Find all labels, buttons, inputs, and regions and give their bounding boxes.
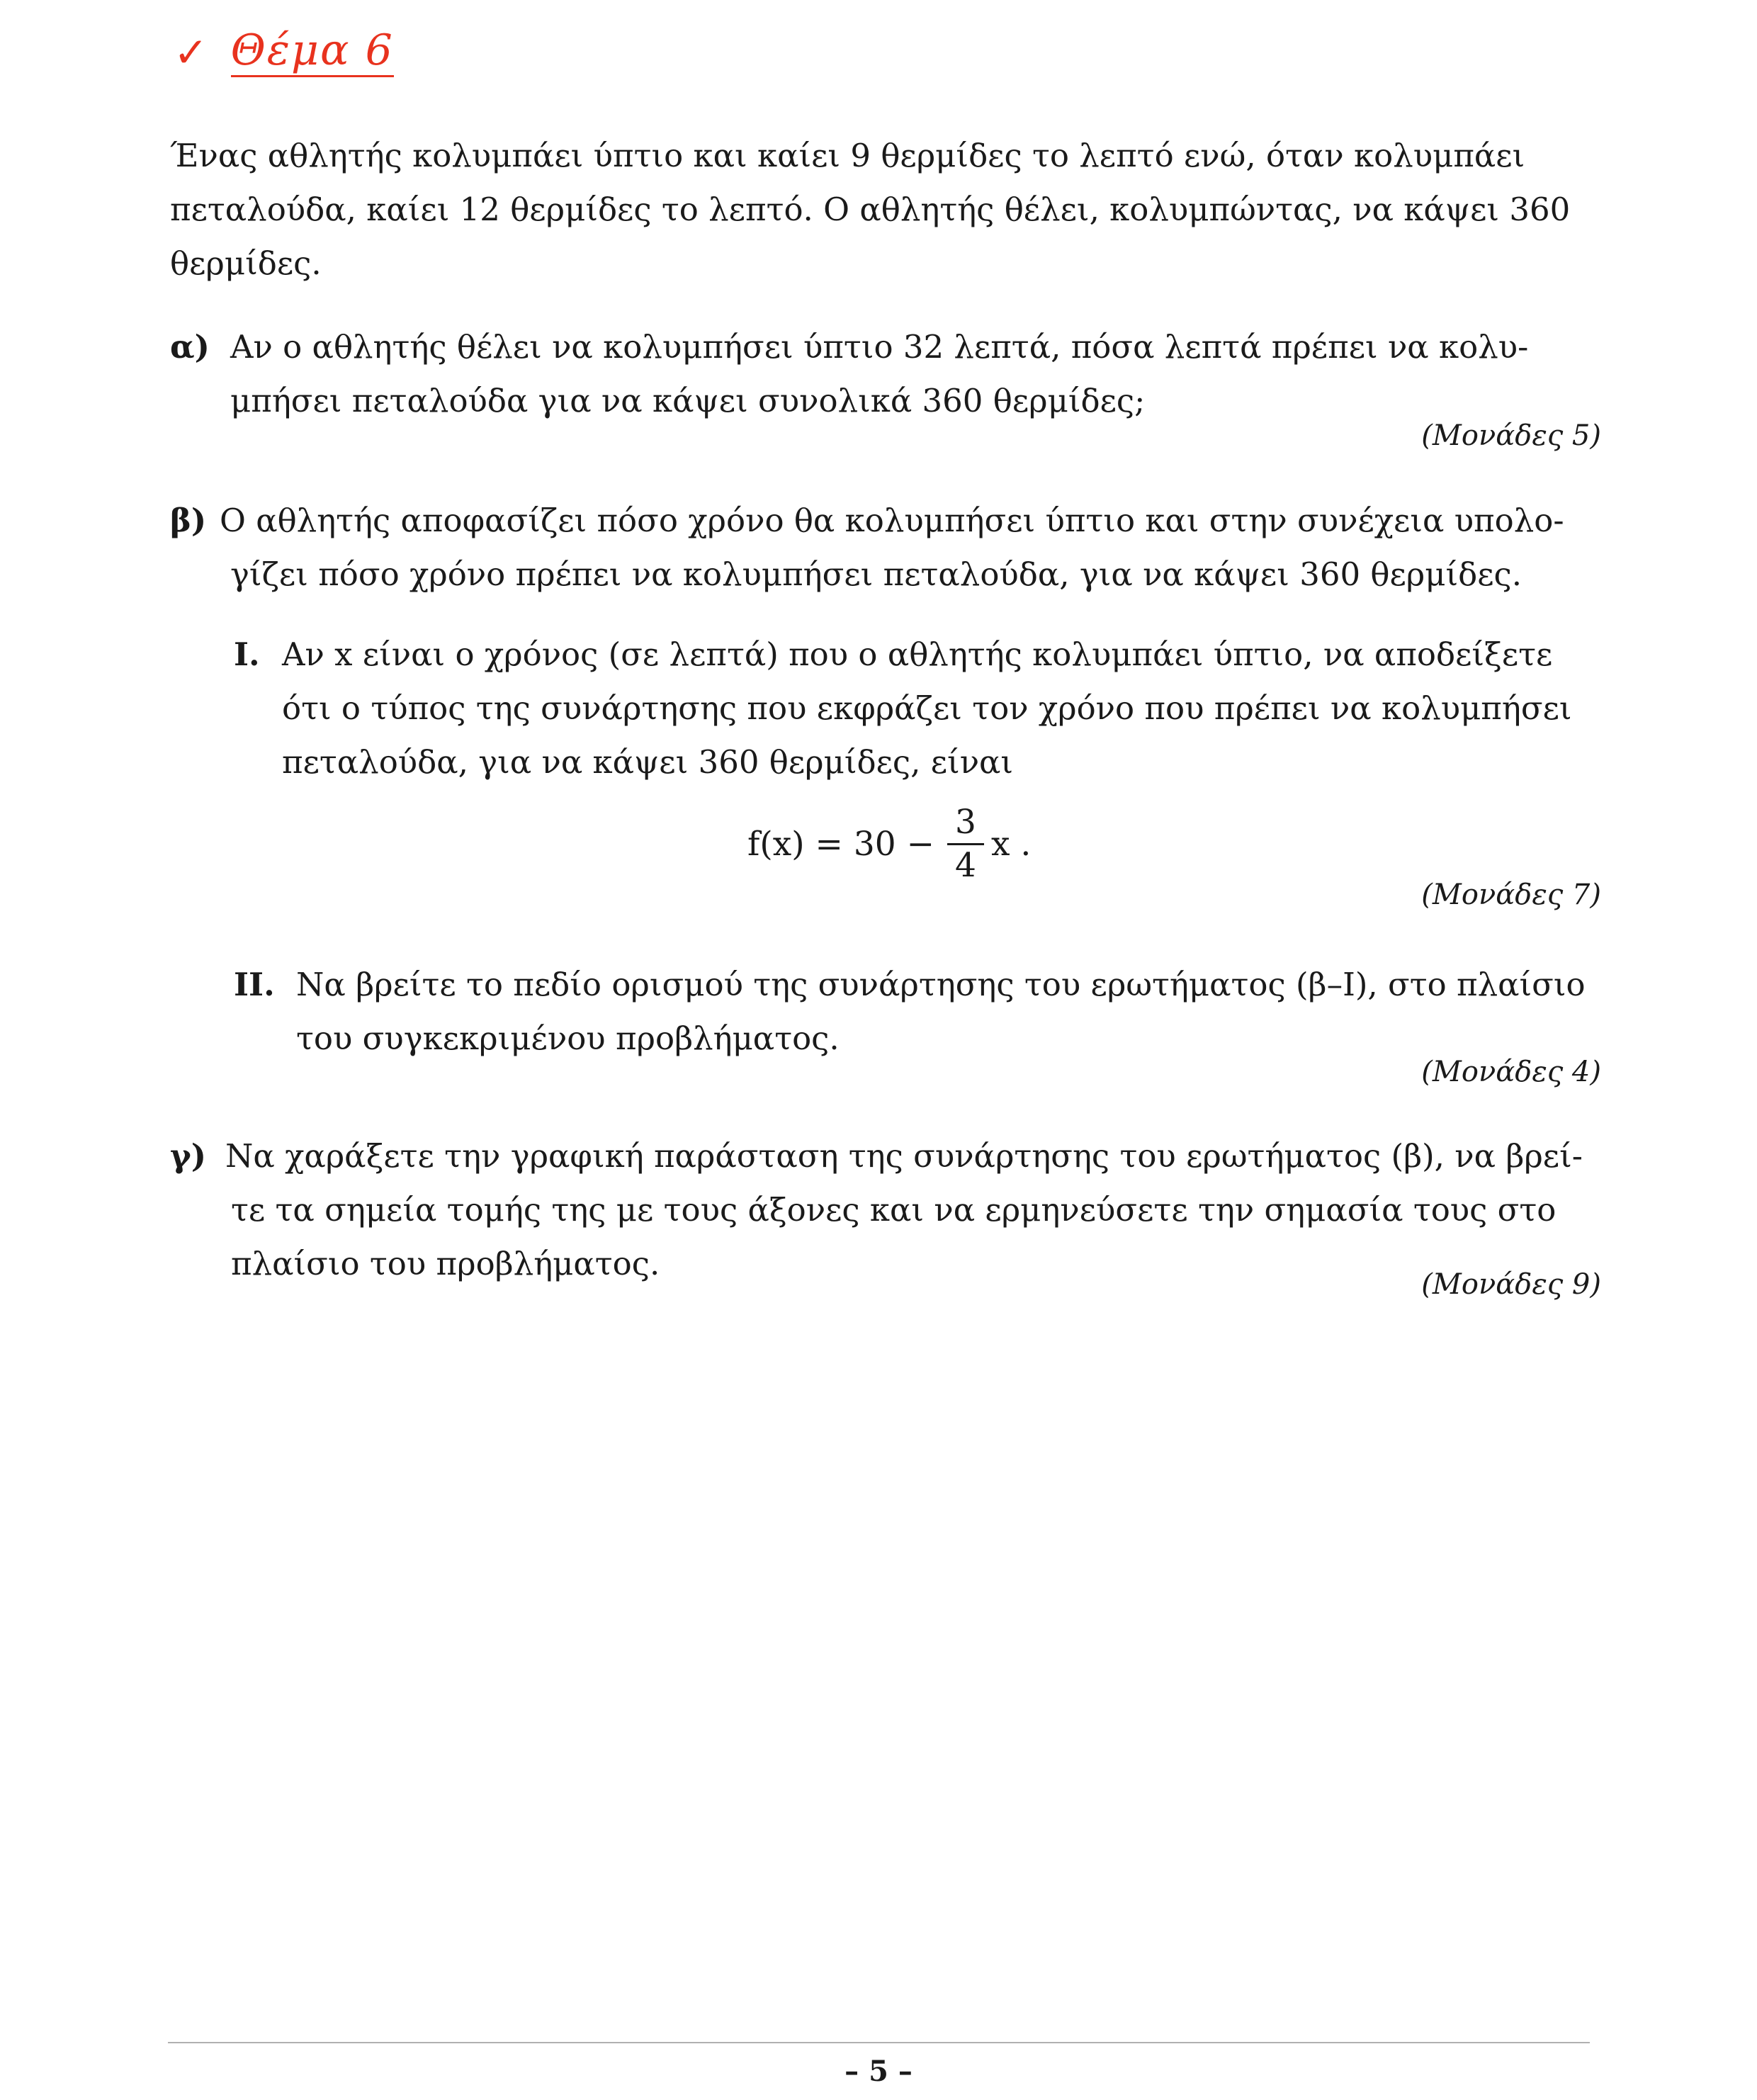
question-b-line: γίζει πόσο χρόνο πρέπει να κολυμπήσει πεταλούδα, για να κάψει 360 θερμίδες. — [230, 555, 1522, 593]
theme-header — [174, 27, 394, 77]
question-b-i-points: (Μονάδες 7) — [1421, 879, 1601, 911]
question-b-i-line: πεταλούδα, για να κάψει 360 θερμίδες, είναι — [282, 743, 1014, 781]
question-a-points: (Μονάδες 5) — [1421, 419, 1601, 452]
formula-fraction — [947, 802, 984, 886]
formula-f-of-x — [747, 802, 1031, 886]
question-b-ii-body — [296, 958, 1586, 1066]
question-a-body — [230, 320, 1528, 428]
question-b-i-line: ότι ο τύπος της συνάρτησης που εκφράζει τον χρόνο που πρέπει να κολυμπήσει — [282, 689, 1572, 727]
question-c-line: Να χαράξετε την γραφική παράσταση της συνάρτησης του ερωτήματος (β), να βρεί- — [225, 1137, 1583, 1175]
checkmark-icon: ✓ — [174, 28, 208, 77]
question-c-line: πλαίσιο του προβλήματος. — [231, 1245, 660, 1282]
question-c-points: (Μονάδες 9) — [1421, 1268, 1601, 1301]
footer-divider — [168, 2042, 1590, 2043]
question-b-ii-points: (Μονάδες 4) — [1421, 1056, 1601, 1088]
question-b-ii-line: Να βρείτε το πεδίο ορισμού της συνάρτησης του ερωτήματος (β–I), στο πλαίσιο — [296, 966, 1586, 1003]
question-a-line: Αν ο αθλητής θέλει να κολυμπήσει ύπτιο 32 λεπτά, πόσα λεπτά πρέπει να κολυ- — [230, 328, 1529, 366]
intro-line: θερμίδες. — [170, 244, 322, 282]
fraction-denominator: 4 — [955, 846, 976, 885]
theme-title: Θέμα 6 — [231, 27, 394, 77]
intro-line: Ένας αθλητής κολυμπάει ύπτιο και καίει 9 θερμίδες το λεπτό ενώ, όταν κολυμπάει — [170, 137, 1525, 174]
formula-lhs: f(x) = 30 − — [747, 825, 934, 864]
question-b-i-body — [282, 628, 1572, 789]
formula-rhs: x . — [990, 825, 1032, 864]
question-b-body — [220, 494, 1564, 602]
question-b-i-label: I. — [234, 636, 260, 673]
question-a-label: α) — [170, 328, 210, 366]
question-b-ii-line: του συγκεκριμένου προβλήματος. — [296, 1020, 840, 1057]
question-c-label: γ) — [170, 1137, 206, 1175]
fraction-numerator: 3 — [955, 803, 976, 842]
question-c-body — [225, 1129, 1583, 1291]
question-a-line: μπήσει πεταλούδα για να κάψει συνολικά 360 θερμίδες; — [230, 382, 1146, 419]
question-b-i-line: Αν x είναι ο χρόνος (σε λεπτά) που ο αθλητής κολυμπάει ύπτιο, να αποδείξετε — [282, 636, 1553, 673]
page-number: – 5 – — [844, 2055, 913, 2088]
intro-line: πεταλούδα, καίει 12 θερμίδες το λεπτό. Ο αθλητής θέλει, κολυμπώντας, να κάψει 360 — [170, 191, 1571, 228]
question-b-ii-label: II. — [234, 966, 275, 1003]
question-b-label: β) — [170, 502, 207, 539]
question-b-line: Ο αθλητής αποφασίζει πόσο χρόνο θα κολυμπήσει ύπτιο και στην συνέχεια υπολο- — [220, 502, 1564, 539]
question-c-line: τε τα σημεία τομής της με τους άξονες και να ερμηνεύσετε την σημασία τους στο — [231, 1191, 1557, 1229]
intro-paragraph — [170, 129, 1570, 290]
